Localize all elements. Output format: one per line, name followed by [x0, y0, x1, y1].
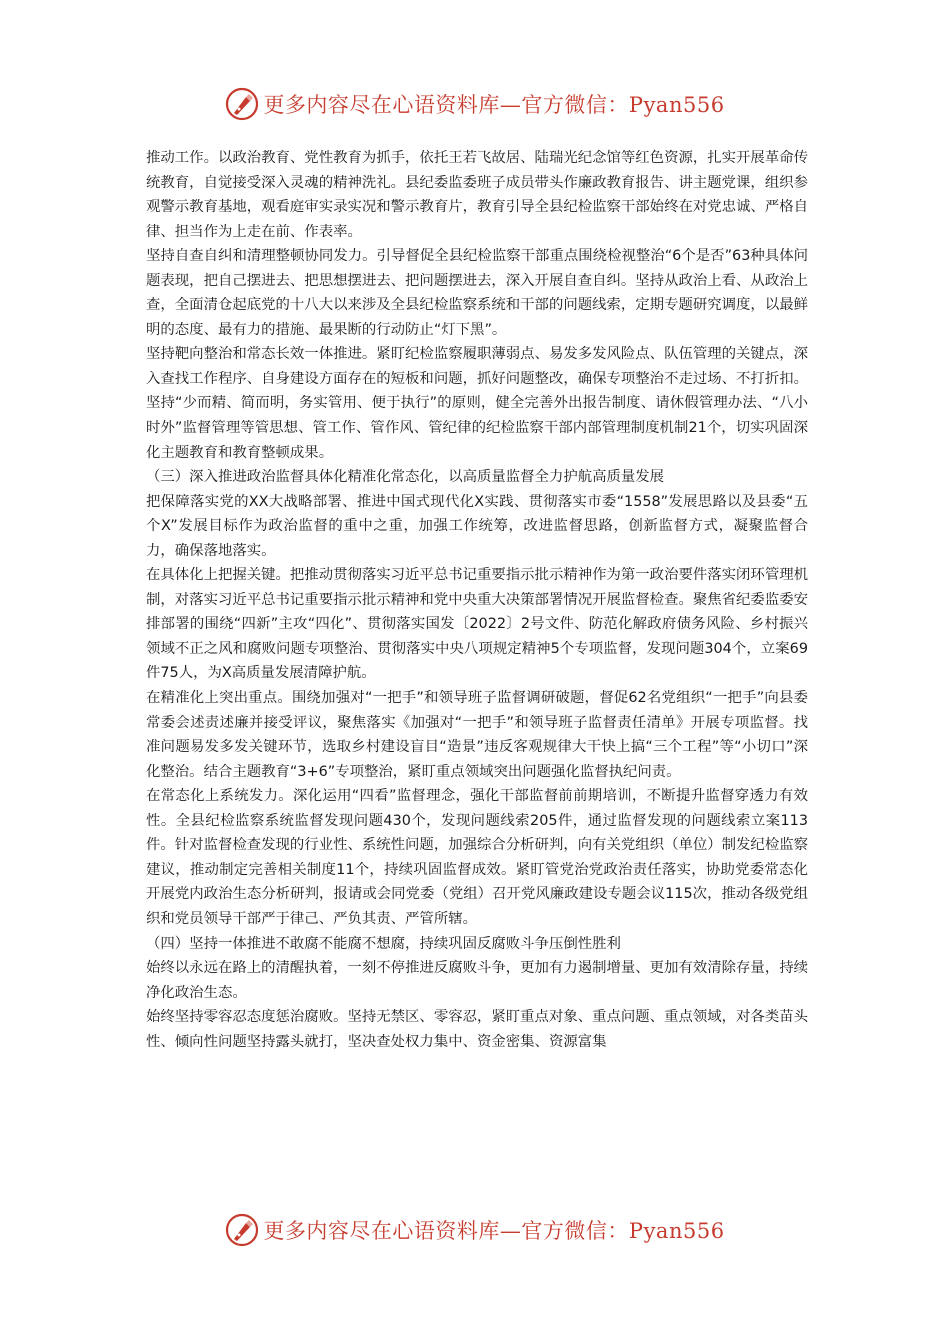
footer-watermark: [0, 1212, 950, 1248]
body-paragraph: 始终以永远在路上的清醒执着，一刻不停推进反腐败斗争，更加有力遏制增量、更加有效清除存量，持续净化政治生态。: [146, 960, 808, 1001]
section-heading: （四）坚持一体推进不敢腐不能腐不想腐，持续巩固反腐败斗争压倒性胜利: [146, 935, 621, 952]
body-paragraph: 在常态化上系统发力。深化运用“四看”监督理念，强化干部监督前前期培训，不断提升监督穿透力有效性。全县纪检监察系统监督发现问题430个，发现问题线索205件，通过监督发现的问题线索立案113件。针对监督检查发现的行业性、系统性问题，加强综合分析研判，向有关党组织（单位）制发纪检监察建议，推动制定完善相关制度11个，持续巩固监督成效。紧盯管党治党政治责任落实，协助党委常态化开展党内政治生态分析研判，报请或会同党委（党组）召开党风廉政建设专题会议115次，推动各级党组织和党员领导干部严于律己、严负其责、严管所辖。: [146, 788, 808, 927]
header-watermark-text: 更多内容尽在心语资料库—官方微信：Pyan556: [263, 93, 725, 117]
pen-nib-logo-icon: [225, 1213, 259, 1247]
body-paragraph: 始终坚持零容忍态度惩治腐败。坚持无禁区、零容忍，紧盯重点对象、重点问题、重点领域，对各类苗头性、倾向性问题坚持露头就打，坚决查处权力集中、资金密集、资源富集: [146, 1009, 808, 1050]
header-watermark: [0, 86, 950, 122]
body-paragraph: 坚持自查自纠和清理整顿协同发力。引导督促全县纪检监察干部重点围绕检视整治“6个是否”63种具体问题表现，把自己摆进去、把思想摆进去、把问题摆进去，深入开展自查自纠。坚持从政治上看、从政治上查，全面清仓起底党的十八大以来涉及全县纪检监察系统和干部的问题线索，定期专题研究调度，以最鲜明的态度、最有力的措施、最果断的行动防止“灯下黑”。: [146, 248, 808, 338]
section-heading: （三）深入推进政治监督具体化精准化常态化，以高质量监督全力护航高质量发展: [146, 469, 665, 486]
body-paragraph: 推动工作。以政治教育、党性教育为抓手，依托王若飞故居、陆瑞光纪念馆等红色资源，扎实开展革命传统教育，自觉接受深入灵魂的精神洗礼。县纪委监委班子成员带头作廉政教育报告、讲主题党课，组织参观警示教育基地，观看庭审实录实况和警示教育片，教育引导全县纪检监察干部始终在对党忠诚、严格自律、担当作为上走在前、作表率。: [146, 150, 808, 240]
document-body: [146, 146, 808, 1054]
footer-watermark-text: 更多内容尽在心语资料库—官方微信：Pyan556: [263, 1219, 725, 1243]
body-paragraph: 把保障落实党的XX大战略部署、推进中国式现代化X实践、贯彻落实市委“1558”发展思路以及县委“五个X”发展目标作为政治监督的重中之重，加强工作统筹，改进监督思路，创新监督方式，凝聚监督合力，确保落地落实。: [146, 493, 808, 559]
body-paragraph: 在具体化上把握关键。把推动贯彻落实习近平总书记重要指示批示精神作为第一政治要件落实闭环管理机制，对落实习近平总书记重要指示批示精神和党中央重大决策部署情况开展监督检查。聚焦省纪委监委安排部署的围绕“四新”主攻“四化”、贯彻落实国发〔2022〕2号文件、防范化解政府债务风险、乡村振兴领域不正之风和腐败问题专项整治、贯彻落实中央八项规定精神5个专项监督，发现问题304个，立案69件75人，为X高质量发展清障护航。: [146, 567, 808, 682]
body-paragraph: 坚持靶向整治和常态长效一体推进。紧盯纪检监察履职薄弱点、易发多发风险点、队伍管理的关键点，深入查找工作程序、自身建设方面存在的短板和问题，抓好问题整改，确保专项整治不走过场、不打折扣。坚持“少而精、简而明，务实管用、便于执行”的原则，健全完善外出报告制度、请休假管理办法、“八小时外”监督管理等管思想、管工作、管作风、管纪律的纪检监察干部内部管理制度机制21个，切实巩固深化主题教育和教育整顿成果。: [146, 346, 808, 461]
pen-nib-logo-icon: [225, 87, 259, 121]
body-paragraph: 在精准化上突出重点。围绕加强对“一把手”和领导班子监督调研破题，督促62名党组织“一把手”向县委常委会述责述廉并接受评议，聚焦落实《加强对“一把手”和领导班子监督责任清单》开展专项监督。找准问题易发多发关键环节，选取乡村建设盲目“造景”违反客观规律大干快上搞“三个工程”等“小切口”深化整治。结合主题教育“3+6”专项整治，紧盯重点领域突出问题强化监督执纪问责。: [146, 690, 808, 780]
